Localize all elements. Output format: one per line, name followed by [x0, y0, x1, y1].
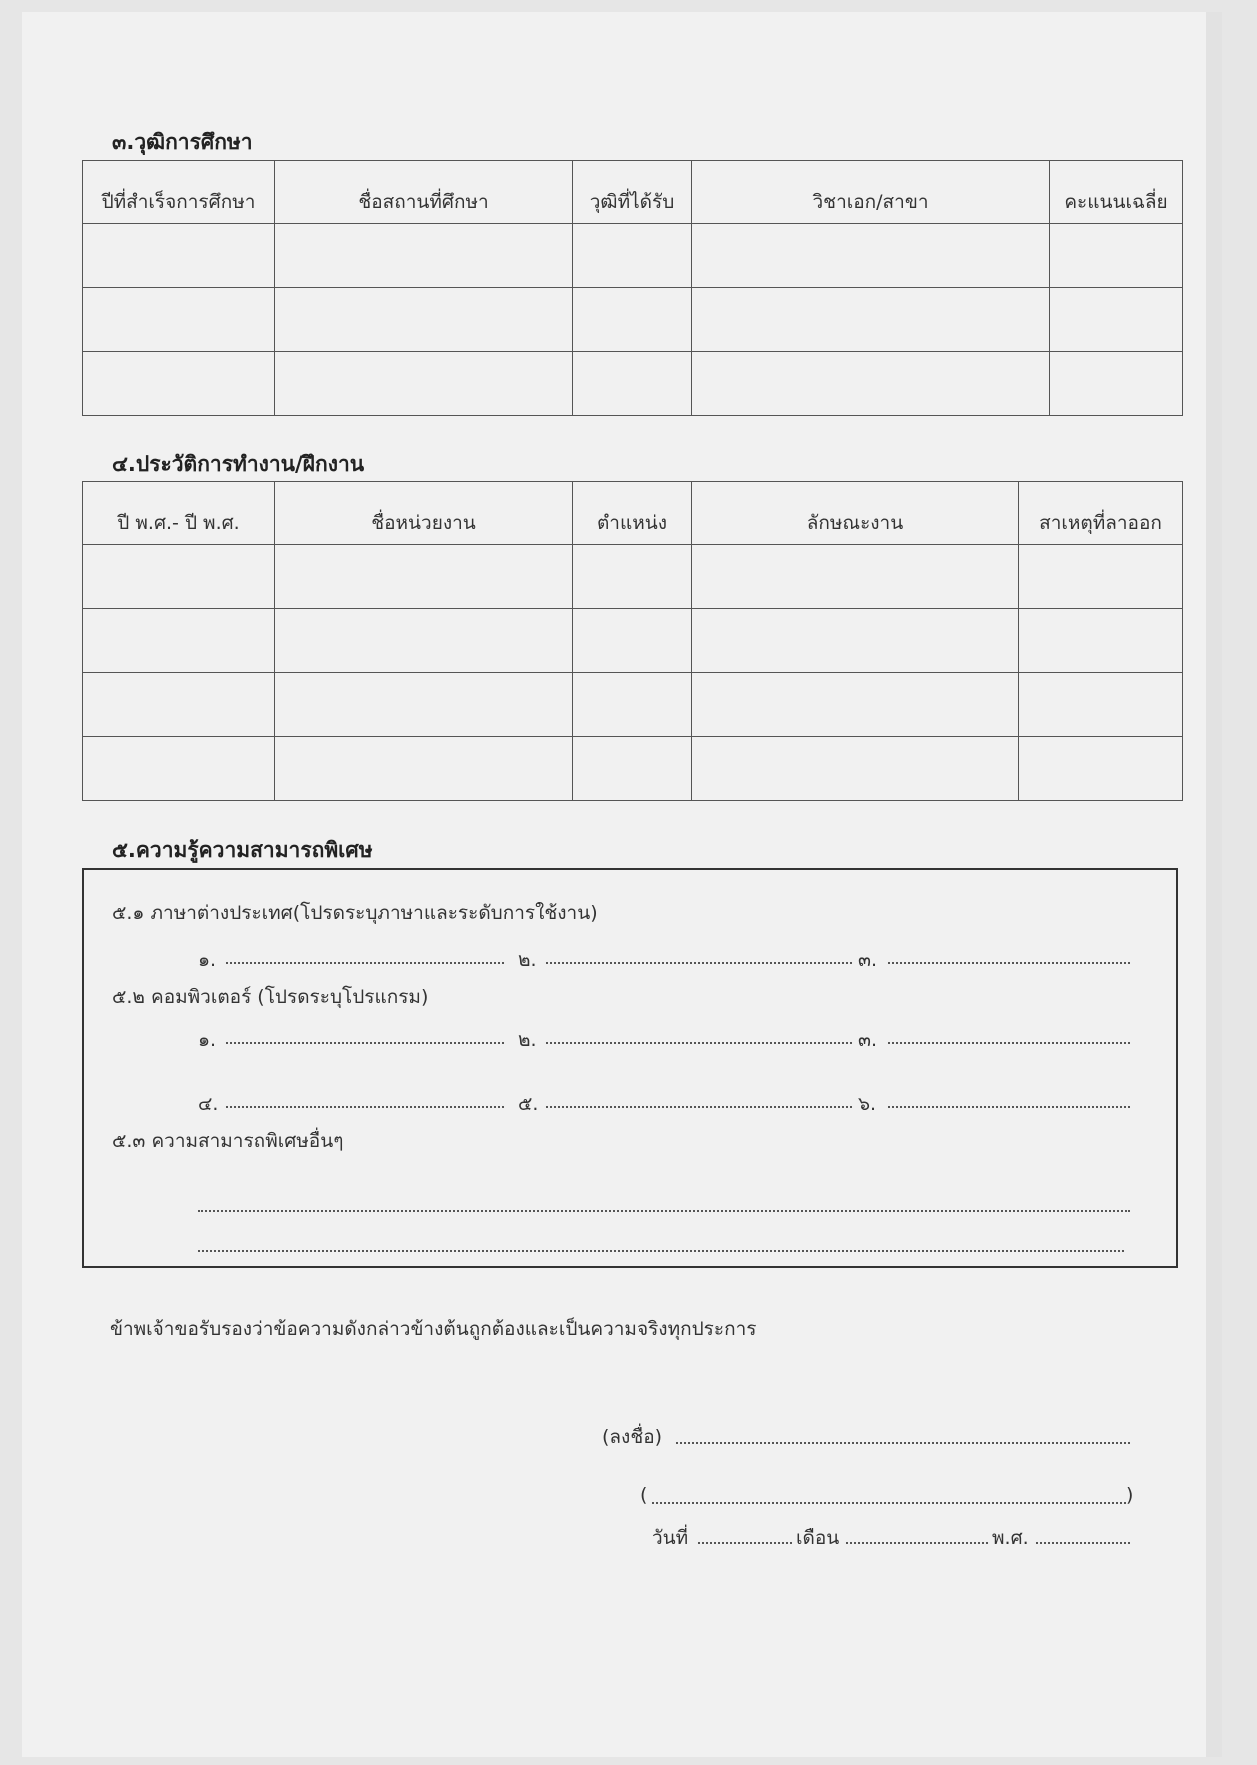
signature-line[interactable] — [676, 1442, 1130, 1444]
item-number: ๔. — [198, 1093, 219, 1115]
paren-open: ( — [640, 1484, 648, 1506]
education-header-row — [83, 161, 1183, 224]
work-cell[interactable] — [692, 609, 1019, 673]
work-cell[interactable] — [83, 737, 275, 801]
work-cell[interactable] — [83, 609, 275, 673]
item-number: ๑. — [198, 1029, 217, 1051]
work-cell[interactable] — [1019, 673, 1183, 737]
other-skills-label: ๕.๓ ความสามารถพิเศษอื่นๆ — [112, 1130, 344, 1152]
computer-label: ๕.๒ คอมพิวเตอร์ (โปรดระบุโปรแกรม) — [112, 986, 429, 1008]
date-field[interactable] — [698, 1542, 792, 1544]
work-cell[interactable] — [573, 545, 692, 609]
work-cell[interactable] — [692, 673, 1019, 737]
computer-2-field[interactable] — [546, 1042, 852, 1044]
work-cell[interactable] — [1019, 609, 1183, 673]
item-number: ๓. — [858, 949, 878, 971]
year-field[interactable] — [1036, 1542, 1130, 1544]
education-cell[interactable] — [1050, 288, 1183, 352]
item-number: ๕. — [518, 1093, 539, 1115]
other-skills-line-1[interactable] — [198, 1210, 1130, 1212]
skills-section-title: ๕.ความรู้ความสามารถพิเศษ — [112, 838, 373, 862]
work-cell[interactable] — [692, 737, 1019, 801]
education-table-row — [83, 288, 1183, 352]
sign-label: (ลงชื่อ) — [602, 1426, 663, 1448]
education-cell[interactable] — [83, 288, 275, 352]
computer-4-field[interactable] — [226, 1106, 504, 1108]
work-cell[interactable] — [83, 673, 275, 737]
paren-close: ) — [1126, 1484, 1134, 1506]
education-cell[interactable] — [275, 288, 573, 352]
education-cell[interactable] — [573, 352, 692, 416]
work-header-cell: ชื่อหน่วยงาน — [275, 482, 573, 545]
language-3-field[interactable] — [888, 962, 1130, 964]
education-cell[interactable] — [275, 352, 573, 416]
month-field[interactable] — [846, 1542, 988, 1544]
education-cell[interactable] — [275, 224, 573, 288]
education-header-cell: ชื่อสถานที่ศึกษา — [275, 161, 573, 224]
education-table — [82, 160, 1183, 416]
work-header-cell: ลักษณะงาน — [692, 482, 1019, 545]
education-header-cell: วิชาเอก/สาขา — [692, 161, 1050, 224]
item-number: ๒. — [518, 949, 537, 971]
education-cell[interactable] — [83, 352, 275, 416]
education-cell[interactable] — [573, 224, 692, 288]
education-section-title: ๓.วุฒิการศึกษา — [112, 130, 253, 154]
item-number: ๒. — [518, 1029, 537, 1051]
month-label: เดือน — [796, 1527, 840, 1549]
work-table-row — [83, 737, 1183, 801]
education-table-row — [83, 224, 1183, 288]
work-table-row — [83, 545, 1183, 609]
other-skills-line-2[interactable] — [198, 1250, 1124, 1252]
item-number: ๓. — [858, 1029, 878, 1051]
work-cell[interactable] — [275, 737, 573, 801]
language-2-field[interactable] — [546, 962, 852, 964]
work-table-row — [83, 609, 1183, 673]
work-cell[interactable] — [573, 609, 692, 673]
item-number: ๖. — [858, 1093, 877, 1115]
education-header-cell: ปีที่สำเร็จการศึกษา — [83, 161, 275, 224]
languages-label: ๕.๑ ภาษาต่างประเทศ(โปรดระบุภาษาและระดับการใช้งาน) — [112, 902, 598, 924]
work-cell[interactable] — [573, 673, 692, 737]
work-cell[interactable] — [275, 673, 573, 737]
item-number: ๑. — [198, 949, 217, 971]
work-cell[interactable] — [573, 737, 692, 801]
work-header-cell: ปี พ.ศ.- ปี พ.ศ. — [83, 482, 275, 545]
education-cell[interactable] — [573, 288, 692, 352]
work-header-cell: สาเหตุที่ลาออก — [1019, 482, 1183, 545]
date-label: วันที่ — [652, 1527, 689, 1549]
work-table — [82, 481, 1183, 801]
work-cell[interactable] — [275, 545, 573, 609]
work-header-row — [83, 482, 1183, 545]
computer-6-field[interactable] — [888, 1106, 1130, 1108]
education-table-row — [83, 352, 1183, 416]
skills-box — [82, 868, 1178, 1268]
education-header-cell: วุฒิที่ได้รับ — [573, 161, 692, 224]
work-cell[interactable] — [1019, 737, 1183, 801]
work-section-title: ๔.ประวัติการทำงาน/ฝึกงาน — [112, 452, 365, 476]
education-cell[interactable] — [692, 352, 1050, 416]
work-cell[interactable] — [83, 545, 275, 609]
computer-5-field[interactable] — [546, 1106, 852, 1108]
work-header-cell: ตำแหน่ง — [573, 482, 692, 545]
work-table-row — [83, 673, 1183, 737]
work-cell[interactable] — [275, 609, 573, 673]
education-cell[interactable] — [692, 288, 1050, 352]
language-1-field[interactable] — [226, 962, 504, 964]
computer-3-field[interactable] — [888, 1042, 1130, 1044]
education-header-cell: คะแนนเฉลี่ย — [1050, 161, 1183, 224]
year-label: พ.ศ. — [992, 1527, 1029, 1549]
work-cell[interactable] — [692, 545, 1019, 609]
printed-name-line[interactable] — [652, 1502, 1126, 1504]
education-cell[interactable] — [1050, 224, 1183, 288]
education-cell[interactable] — [83, 224, 275, 288]
education-cell[interactable] — [1050, 352, 1183, 416]
computer-1-field[interactable] — [226, 1042, 504, 1044]
work-cell[interactable] — [1019, 545, 1183, 609]
education-cell[interactable] — [692, 224, 1050, 288]
certification-statement: ข้าพเจ้าขอรับรองว่าข้อความดังกล่าวข้างต้นถูกต้องและเป็นความจริงทุกประการ — [110, 1318, 757, 1340]
